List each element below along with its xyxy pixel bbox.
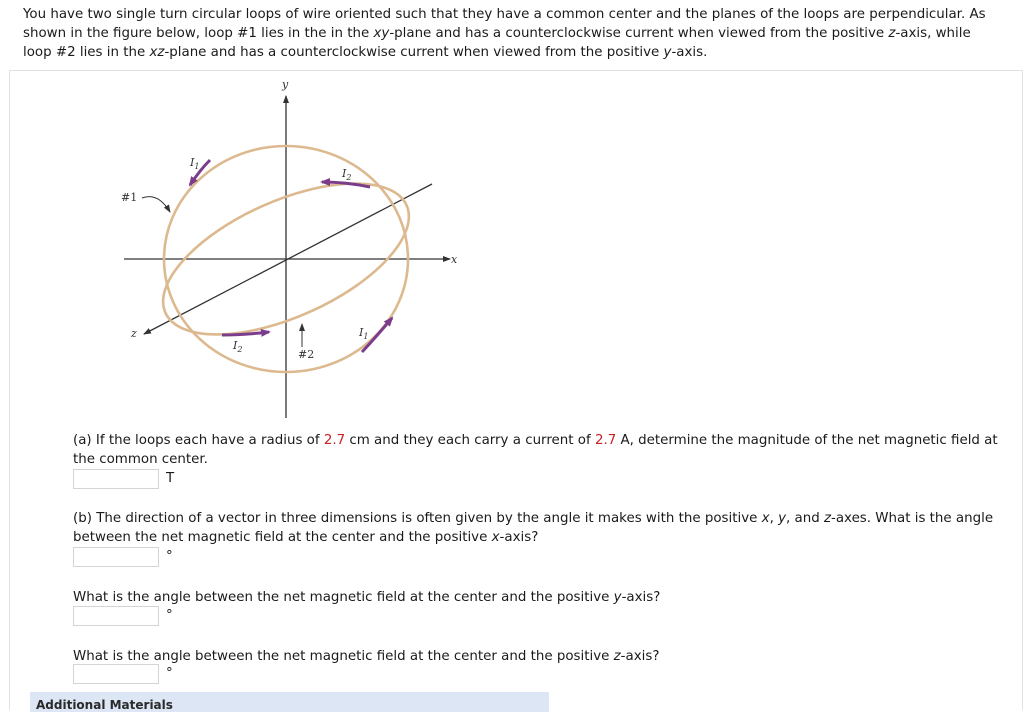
part-a-question: (a) If the loops each have a radius of 2.7 cm and they each carry a current of 2.7 A, determine the magnitude of the net magnetic field at the common center.	[73, 433, 998, 467]
loop-1-label: #1	[121, 191, 138, 204]
part-a-answer-input[interactable]	[73, 469, 159, 489]
part-b-unit: °	[166, 549, 173, 564]
problem-statement: You have two single turn circular loops of wire oriented such that they have a common center and the planes of the loops are perpendicular. As shown in the figure below, loop #1 lies in the in the xy-plane and has a counterclockwise current when viewed from the positive z-axis, while loop #2 lies in the xz-plane and has a counterclockwise current when viewed from the positive y-axis.	[23, 7, 986, 60]
current-label-i1-bottom: $I_1$	[359, 326, 369, 341]
part-c-answer-input[interactable]	[73, 606, 159, 626]
part-a-unit: T	[166, 471, 175, 486]
current-label-i2-bottom: $I_2$	[233, 339, 243, 354]
x-axis-label: x	[451, 253, 458, 266]
part-c-unit: °	[166, 608, 173, 623]
part-d-answer-input[interactable]	[73, 664, 159, 684]
radius-value: 2.7	[323, 433, 346, 448]
additional-materials-header[interactable]: Additional Materials	[30, 692, 549, 712]
loops-figure	[114, 74, 464, 424]
loop-2-label: #2	[298, 348, 315, 361]
loop-1-pointer	[142, 197, 170, 212]
part-d-unit: °	[166, 666, 173, 681]
y-axis-label: y	[282, 78, 289, 91]
part-b-answer-input[interactable]	[73, 547, 159, 567]
part-d-question: What is the angle between the net magnetic field at the center and the positive z-axis?	[73, 649, 660, 664]
current-value: 2.7	[594, 433, 617, 448]
current-label-i1-top: $I_1$	[190, 156, 200, 171]
part-b-question: (b) The direction of a vector in three dimensions is often given by the angle it makes with the positive x, y, and z-axes. What is the angle between the net magnetic field at the center and the positive x-axis?	[73, 511, 994, 545]
part-c-question: What is the angle between the net magnetic field at the center and the positive y-axis?	[73, 590, 661, 605]
z-axis-label: z	[131, 327, 137, 340]
current-label-i2-top: $I_2$	[342, 167, 352, 182]
